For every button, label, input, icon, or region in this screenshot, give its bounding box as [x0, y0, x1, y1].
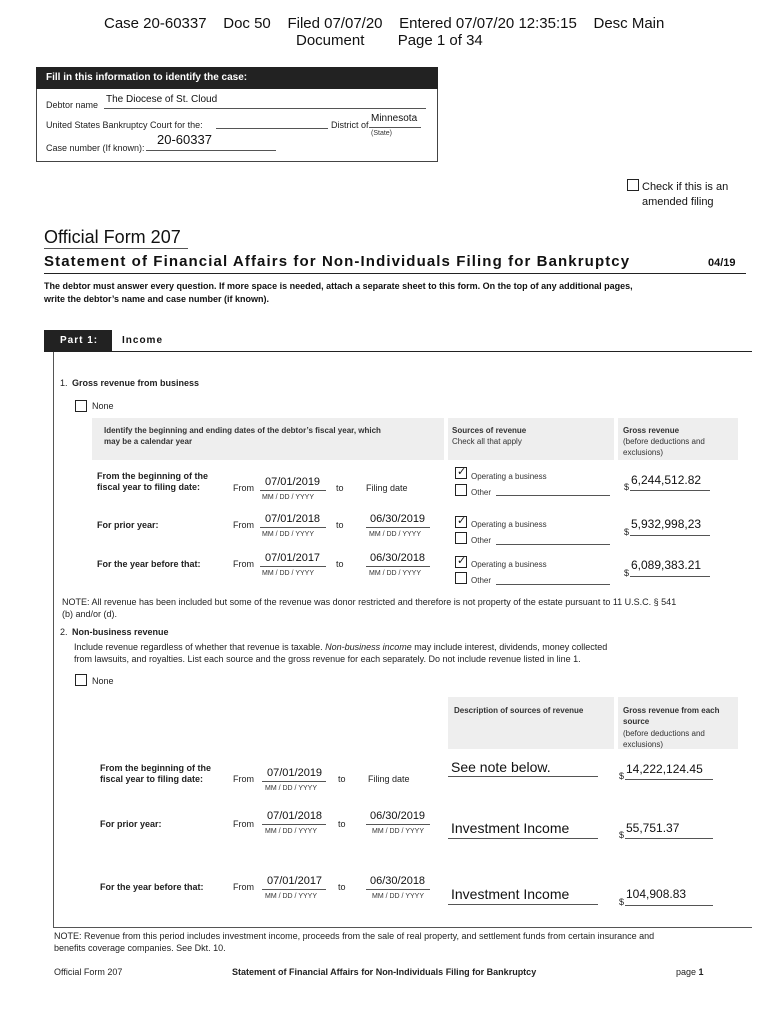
q1-note-line1: NOTE: All revenue has been included but some of the revenue was donor restricted and therefore is not property of the estate pursuant to 11 U.S.C. § 541	[62, 597, 677, 607]
q1-gross-heading: Gross revenue	[623, 426, 680, 435]
q1-row-operating-checkbox[interactable]	[455, 516, 467, 528]
q2-row-label-1: For prior year:	[100, 819, 162, 829]
q2-row-dollar: $	[619, 830, 625, 840]
footer-form-number: Official Form 207	[54, 967, 123, 977]
q1-row-from-label: From	[233, 483, 254, 493]
q2-row-to-date[interactable]: Filing date	[368, 774, 410, 784]
q2-row-amount-underline	[625, 838, 713, 839]
q1-title: Gross revenue from business	[72, 378, 200, 388]
q1-row-operating-label: Operating a business	[471, 560, 547, 569]
q1-row-other-underline	[496, 584, 610, 585]
q1-row-to-label: to	[336, 559, 344, 569]
q2-row-to-format: MM / DD / YYYY	[372, 893, 424, 900]
q1-row-dollar: $	[624, 527, 630, 537]
q1-sources-heading: Sources of revenue	[452, 426, 527, 435]
part1-rule	[44, 351, 752, 352]
q1-note-line2: (b) and/or (d).	[62, 609, 118, 619]
q2-row-description[interactable]: Investment Income	[451, 886, 570, 902]
q2-gross-heading-2: source	[623, 717, 650, 726]
q2-row-dollar: $	[619, 771, 625, 781]
q2-row-amount[interactable]: 104,908.83	[626, 887, 687, 901]
q2-row-from-date[interactable]: 07/01/2019	[267, 767, 323, 779]
court-header-line1: Case 20-60337 Doc 50 Filed 07/07/20 Entered 07/07/20 12:35:15 Desc Main	[104, 15, 665, 32]
q1-row-other-checkbox[interactable]	[455, 484, 467, 496]
q1-row-to-underline	[366, 566, 430, 567]
q2-row-label-2: fiscal year to filing date:	[100, 774, 204, 784]
q2-row-from-date[interactable]: 07/01/2017	[267, 875, 323, 887]
q2-desc-heading: Description of sources of revenue	[454, 706, 584, 715]
state-hint: (State)	[371, 130, 393, 137]
q2-desc-italic: Non-business income	[325, 642, 412, 652]
left-gutter-line	[53, 352, 54, 928]
q2-desc-rest: may include interest, dividends, money collected	[411, 642, 608, 652]
q2-row-description[interactable]: Investment Income	[451, 820, 570, 836]
district-value[interactable]: Minnesota	[371, 113, 418, 124]
q1-row-operating-checkbox[interactable]	[455, 467, 467, 479]
q2-row-description-underline	[448, 776, 598, 777]
q2-row-to-underline	[366, 889, 430, 890]
q2-row-dollar: $	[619, 897, 625, 907]
district-underline	[369, 127, 421, 128]
q2-gross-sub-1: (before deductions and	[623, 729, 705, 738]
q2-note-line1: NOTE: Revenue from this period includes investment income, proceeds from the sale of real property, and settlement funds from certain insurance and	[54, 931, 655, 941]
court-header-line2: Document Page 1 of 34	[296, 32, 483, 49]
q1-row-from-label: From	[233, 520, 254, 530]
amended-filing-label-1: Check if this is an	[642, 181, 729, 193]
q2-row-amount[interactable]: 55,751.37	[626, 821, 680, 835]
q2-title: Non-business revenue	[72, 627, 169, 637]
title-rule	[44, 273, 746, 274]
q1-gross-sub2: exclusions)	[623, 448, 664, 457]
q1-number: 1.	[60, 378, 68, 388]
q1-row-from-format: MM / DD / YYYY	[262, 494, 314, 501]
q2-row-from-underline	[262, 781, 326, 782]
instructions-line2: write the debtor’s name and case number (if known).	[44, 294, 270, 304]
q2-row-to-date[interactable]: 06/30/2018	[370, 875, 426, 887]
q2-gross-heading-1: Gross revenue from each	[623, 706, 720, 715]
q1-row-from-underline	[260, 566, 326, 567]
q1-row-amount[interactable]: 6,089,383.21	[631, 558, 702, 572]
q2-row-from-underline	[262, 824, 326, 825]
case-number-label: Case number (If known):	[46, 143, 145, 153]
q1-row-operating-label: Operating a business	[471, 520, 547, 529]
q1-row-amount-underline	[630, 535, 710, 536]
amended-filing-checkbox[interactable]	[627, 179, 639, 191]
q1-none-checkbox[interactable]	[75, 400, 87, 412]
q1-row-from-date[interactable]: 07/01/2019	[265, 476, 321, 488]
q1-row-from-format: MM / DD / YYYY	[262, 531, 314, 538]
q1-sources-sub: Check all that apply	[452, 437, 522, 446]
q1-row-other-label: Other	[471, 576, 492, 585]
q2-number: 2.	[60, 627, 68, 637]
court-underline	[216, 128, 328, 129]
instructions-line1: The debtor must answer every question. If more space is needed, attach a separate sheet to this form. On the top of any additional pages,	[44, 281, 633, 291]
form-version: 04/19	[708, 257, 736, 269]
q2-row-label-1: For the year before that:	[100, 882, 204, 892]
q1-row-label-1: For prior year:	[97, 520, 159, 530]
q2-row-description-underline	[448, 838, 598, 839]
q2-row-from-format: MM / DD / YYYY	[265, 785, 317, 792]
amended-filing-label-2: amended filing	[642, 196, 714, 208]
q2-row-from-underline	[262, 889, 326, 890]
q2-description-line2: from lawsuits, and royalties. List each source and the gross revenue for each separately. Do not include revenue listed in line 1.	[74, 654, 581, 664]
footer-page-number: 1	[698, 967, 704, 977]
q2-row-label-1: From the beginning of the	[100, 763, 211, 773]
q2-row-to-label: to	[338, 819, 346, 829]
q1-row-to-label: to	[336, 520, 344, 530]
court-label: United States Bankruptcy Court for the:	[46, 120, 203, 130]
q1-row-from-underline	[260, 527, 326, 528]
q1-identify-line2: may be a calendar year	[104, 437, 193, 446]
q2-bottom-rule	[53, 927, 752, 928]
q2-desc-plain: Include revenue regardless of whether that revenue is taxable.	[74, 642, 326, 652]
q2-row-from-format: MM / DD / YYYY	[265, 828, 317, 835]
debtor-name-value[interactable]: The Diocese of St. Cloud	[106, 94, 218, 105]
form-number: Official Form 207	[44, 227, 181, 247]
footer-page	[676, 967, 704, 977]
q1-row-label-1: From the beginning of the	[97, 471, 208, 481]
form-number-underline	[44, 248, 188, 249]
q1-row-other-label: Other	[471, 488, 492, 497]
q2-row-to-date[interactable]: 06/30/2019	[370, 810, 426, 822]
q1-row-to-date[interactable]: Filing date	[366, 483, 408, 493]
q1-row-to-date[interactable]: 06/30/2018	[370, 552, 426, 564]
q2-note-line2: benefits coverage companies. See Dkt. 10.	[54, 943, 226, 953]
q1-row-to-format: MM / DD / YYYY	[369, 570, 421, 577]
q1-row-dollar: $	[624, 568, 630, 578]
q1-row-from-date[interactable]: 07/01/2018	[265, 513, 321, 525]
district-label: District of	[331, 120, 369, 130]
q1-row-dollar: $	[624, 482, 630, 492]
q2-row-to-label: to	[338, 774, 346, 784]
q2-none-label: None	[92, 676, 114, 686]
form-title: Statement of Financial Affairs for Non-Individuals Filing for Bankruptcy	[44, 253, 631, 270]
q1-row-operating-label: Operating a business	[471, 472, 547, 481]
q2-row-from-label: From	[233, 819, 254, 829]
part1-title: Income	[122, 335, 164, 346]
q1-row-from-underline	[260, 490, 326, 491]
q2-header-shade-mid	[448, 697, 614, 749]
q1-identify-line1: Identify the beginning and ending dates of the debtor’s fiscal year, which	[104, 426, 381, 435]
q1-row-from-date[interactable]: 07/01/2017	[265, 552, 321, 564]
q2-row-from-date[interactable]: 07/01/2018	[267, 810, 323, 822]
footer-page-label: page	[676, 967, 697, 977]
debtor-name-underline	[104, 108, 426, 109]
q1-row-to-date[interactable]: 06/30/2019	[370, 513, 426, 525]
q1-row-label-1: For the year before that:	[97, 559, 201, 569]
q1-row-other-label: Other	[471, 536, 492, 545]
q1-row-operating-checkbox[interactable]	[455, 556, 467, 568]
q1-row-other-underline	[496, 544, 610, 545]
q2-row-from-label: From	[233, 774, 254, 784]
q2-description-line1	[74, 642, 607, 652]
q2-row-description-underline	[448, 904, 598, 905]
q1-gross-sub1: (before deductions and	[623, 437, 705, 446]
q1-none-label: None	[92, 401, 114, 411]
q1-row-other-checkbox[interactable]	[455, 572, 467, 584]
q1-row-to-underline	[366, 527, 430, 528]
q1-row-to-format: MM / DD / YYYY	[369, 531, 421, 538]
q2-row-amount[interactable]: 14,222,124.45	[626, 762, 703, 776]
debtor-name-label: Debtor name	[46, 100, 99, 110]
q2-gross-sub-2: exclusions)	[623, 740, 664, 749]
case-number-value[interactable]: 20-60337	[157, 132, 212, 147]
q1-row-other-underline	[496, 495, 610, 496]
part1-label: Part 1:	[60, 335, 99, 346]
q2-row-from-format: MM / DD / YYYY	[265, 893, 317, 900]
q2-row-description[interactable]: See note below.	[451, 759, 551, 775]
q2-row-amount-underline	[625, 779, 713, 780]
q1-row-amount[interactable]: 6,244,512.82	[631, 473, 702, 487]
q2-row-to-format: MM / DD / YYYY	[372, 828, 424, 835]
q1-row-from-label: From	[233, 559, 254, 569]
q1-row-other-checkbox[interactable]	[455, 532, 467, 544]
q2-row-amount-underline	[625, 905, 713, 906]
q1-row-from-format: MM / DD / YYYY	[262, 570, 314, 577]
q2-row-from-label: From	[233, 882, 254, 892]
q2-row-to-underline	[366, 824, 430, 825]
identify-box-heading: Fill in this information to identify the case:	[36, 67, 438, 89]
q1-row-amount-underline	[630, 576, 710, 577]
q2-row-to-label: to	[338, 882, 346, 892]
q1-row-to-label: to	[336, 483, 344, 493]
q1-row-label-2: fiscal year to filing date:	[97, 482, 201, 492]
footer-form-title: Statement of Financial Affairs for Non-Individuals Filing for Bankruptcy	[232, 967, 537, 977]
q1-row-amount-underline	[630, 490, 710, 491]
case-number-underline	[146, 150, 276, 151]
q2-none-checkbox[interactable]	[75, 674, 87, 686]
q1-row-amount[interactable]: 5,932,998,23	[631, 517, 702, 531]
